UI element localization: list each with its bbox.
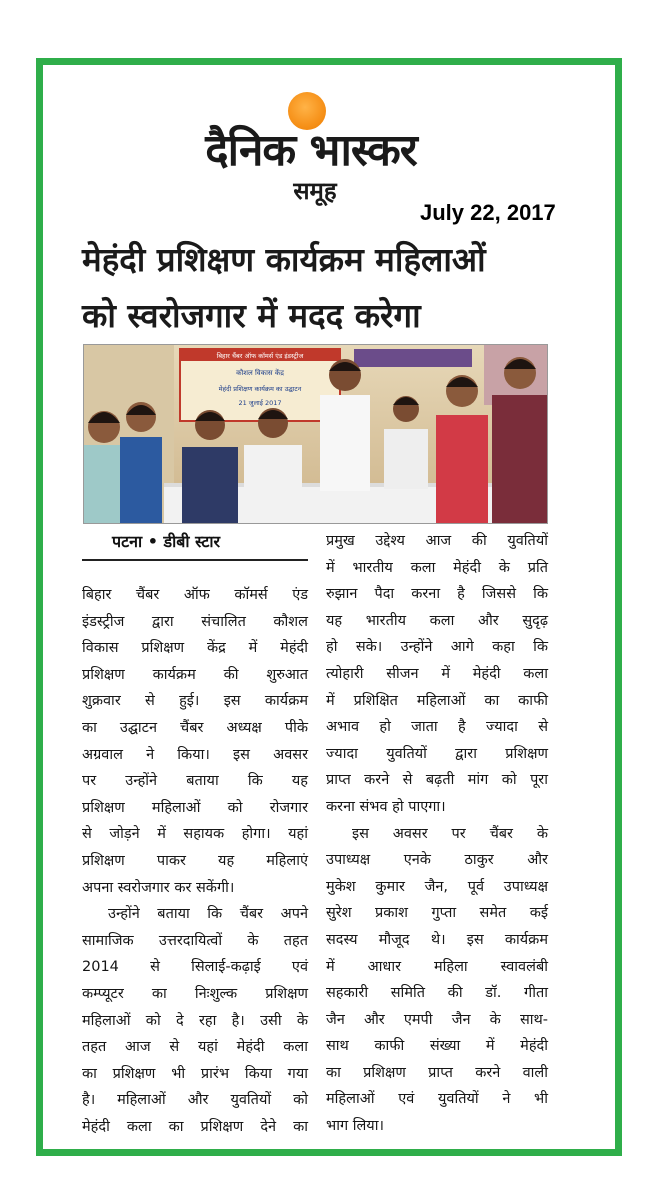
svg-text:बिहार चैंबर ऑफ कॉमर्स एंड इंडस: बिहार चैंबर ऑफ कॉमर्स एंड इंडस्ट्रीज	[216, 352, 304, 360]
dateline: पटना • डीबी स्टार	[112, 532, 221, 551]
column-line: सुरेश प्रकाश गुप्ता समेत कई	[326, 905, 548, 922]
column-line: महिलाओं को दे रहा है। उसी के	[82, 1012, 308, 1029]
column-line: महिलाओं एवं युवतियों ने भी	[326, 1091, 548, 1108]
column-line: प्रशिक्षण पाकर यह महिलाएं	[82, 852, 308, 869]
column-line: जैन और एमपी जैन के साथ-	[326, 1011, 548, 1028]
column-line: का प्रशिक्षण प्राप्त करने वाली	[326, 1064, 548, 1081]
column-line: उन्होंने बताया कि चैंबर अपने	[108, 906, 308, 923]
column-line: उपाध्यक्ष एनके ठाकुर और	[326, 852, 548, 869]
publication-date: July 22, 2017	[420, 200, 556, 225]
article-column-2	[326, 528, 548, 1140]
column-line: प्राप्त करने से बढ़ती मांग को पूरा	[326, 772, 548, 789]
column-line: त्योहारी सीजन में मेहंदी कला	[326, 665, 548, 682]
column-line: प्रशिक्षण कार्यक्रम की शुरुआत	[82, 666, 308, 683]
column-line: में आधार महिला स्वावलंबी	[326, 958, 548, 975]
column-line: 2014 से सिलाई-कढ़ाई एवं	[82, 959, 308, 976]
photo-illustration	[84, 345, 547, 523]
article-column-1	[82, 582, 308, 1140]
column-line: का प्रशिक्षण भी प्रारंभ किया गया	[82, 1065, 308, 1082]
column-line: अपना स्वरोजगार कर सकेंगी।	[82, 879, 235, 896]
column-line: कम्प्यूटर का निःशुल्क प्रशिक्षण	[82, 985, 308, 1002]
column-line: अग्रवाल ने किया। इस अवसर	[82, 746, 308, 763]
column-line: विकास प्रशिक्षण केंद्र में मेहंदी	[82, 640, 308, 657]
column-line: हो सके। उन्होंने आगे कहा कि	[326, 639, 548, 656]
svg-text:21 जुलाई 2017: 21 जुलाई 2017	[238, 399, 282, 407]
svg-text:कौशल विकास केंद्र: कौशल विकास केंद्र	[236, 369, 284, 377]
headline	[82, 232, 582, 344]
column-line: पर उन्होंने बताया कि यह	[82, 773, 308, 790]
masthead-group: समूह	[293, 177, 337, 205]
masthead-name: दैनिक भास्कर	[205, 125, 417, 176]
svg-text:मेहंदी प्रशिक्षण कार्यक्रम का: मेहंदी प्रशिक्षण कार्यक्रम का उद्घाटन	[218, 385, 302, 393]
column-line: सामाजिक उत्तरदायित्वों के तहत	[82, 932, 308, 949]
column-line: में भारतीय कला मेहंदी के प्रति	[326, 559, 548, 576]
headline-line-1: मेहंदी प्रशिक्षण कार्यक्रम महिलाओं	[82, 240, 486, 279]
column-line: सहकारी समिति की डॉ. गीता	[326, 985, 548, 1002]
person-1	[84, 411, 122, 523]
column-line: इंडस्ट्रीज द्वारा संचालित कौशल	[82, 613, 308, 630]
column-line: तहत आज से यहां मेहंदी कला	[82, 1039, 308, 1056]
column-line: शुक्रवार से हुई। इस कार्यक्रम	[82, 693, 308, 710]
news-photo	[83, 344, 548, 524]
column-line: से जोड़ने में सहायक होगा। यहां	[82, 826, 308, 843]
column-line: मुकेश कुमार जैन, पूर्व उपाध्यक्ष	[326, 878, 548, 895]
dateline-rule	[82, 559, 308, 561]
headline-line-2: को स्वरोजगार में मदद करेगा	[82, 296, 421, 335]
column-line: में प्रशिक्षित महिलाओं का काफी	[326, 692, 548, 709]
column-line: है। महिलाओं और युवतियों को	[82, 1092, 308, 1109]
column-line: प्रमुख उद्देश्य आज की युवतियों	[326, 533, 548, 549]
column-line: सदस्य मौजूद थे। इस कार्यक्रम	[326, 931, 548, 948]
column-line: इस अवसर पर चैंबर के	[352, 825, 548, 842]
column-line: का उद्घाटन चैंबर अध्यक्ष पीके	[82, 719, 308, 736]
column-line: भाग लिया।	[326, 1118, 384, 1135]
column-line: मेहंदी कला का प्रशिक्षण देने का	[82, 1118, 308, 1135]
column-line: यह भारतीय कला और सुदृढ़	[326, 612, 548, 629]
column-line: अभाव हो जाता है ज्यादा से	[326, 719, 548, 736]
column-line: प्रशिक्षण महिलाओं को रोजगार	[82, 799, 308, 816]
column-line: बिहार चैंबर ऑफ कॉमर्स एंड	[82, 587, 308, 603]
column-line: करना संभव हो पाएगा।	[326, 798, 446, 815]
column-line: साथ काफी संख्या में मेहंदी	[326, 1038, 548, 1055]
event-banner	[180, 349, 340, 421]
column-line: ज्यादा युवतियों द्वारा प्रशिक्षण	[326, 745, 548, 762]
column-line: रुझान पैदा करना है जिससे कि	[326, 586, 548, 603]
